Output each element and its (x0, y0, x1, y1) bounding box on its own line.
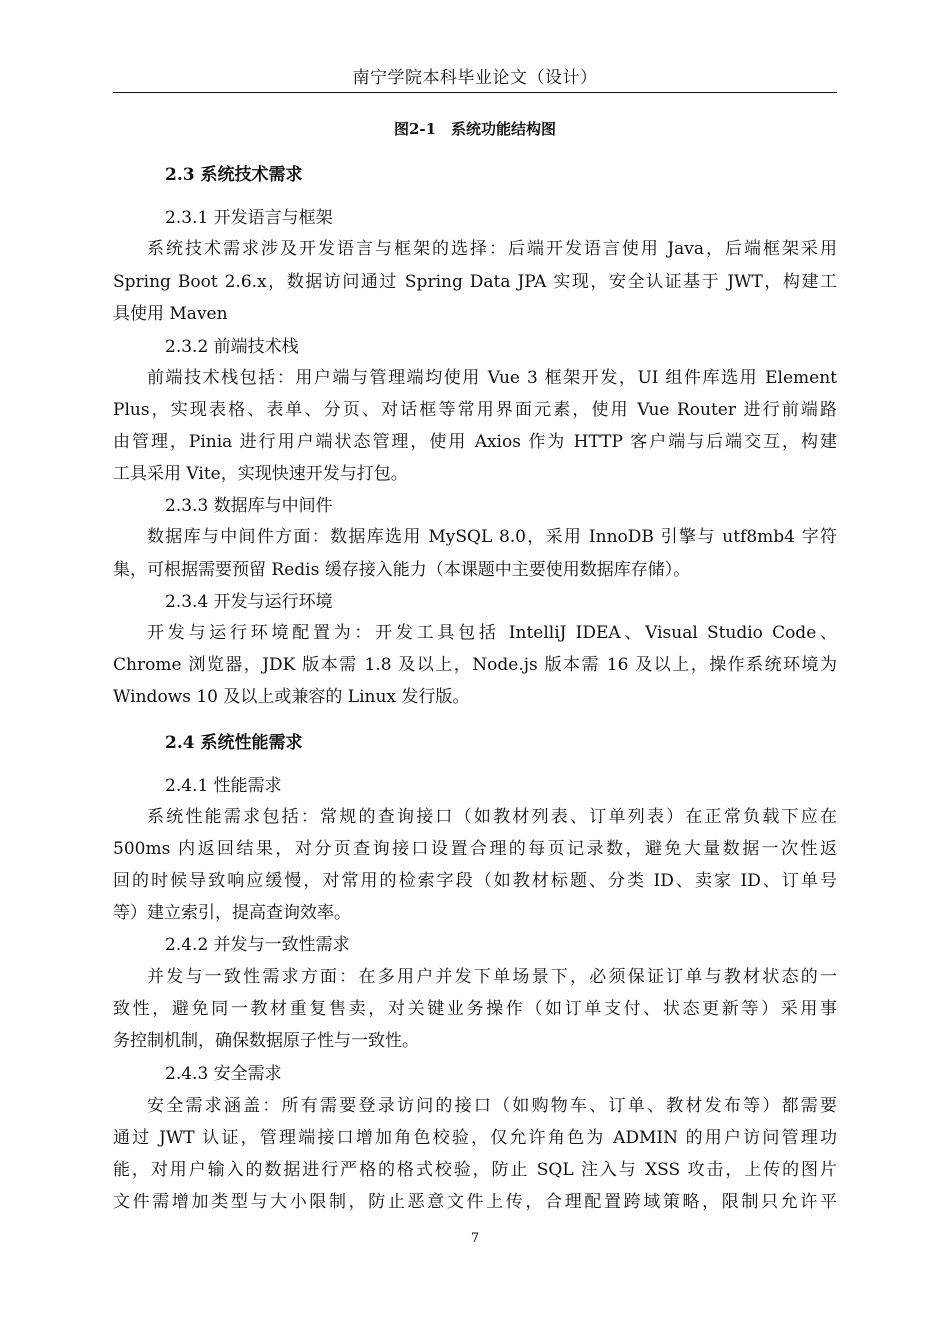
subsection-heading-2-3-2: 2.3.2 前端技术栈 (165, 337, 299, 357)
paragraph-line: 系统性能需求包括：常规的查询接口（如教材列表、订单列表）在正常负载下应在 (147, 807, 837, 827)
section-heading-2-4: 2.4 系统性能需求 (165, 733, 303, 753)
paragraph-line: 务控制机制，确保数据原子性与一致性。 (113, 1031, 419, 1051)
paragraph-line: 安全需求涵盖：所有需要登录访问的接口（如购物车、订单、教材发布等）都需要 (147, 1096, 837, 1116)
paragraph-line: Spring Boot 2.6.x，数据访问通过 Spring Data JPA 实现，安全认证基于 JWT，构建工 (113, 272, 837, 292)
paragraph-line: 通过 JWT 认证，管理端接口增加角色校验，仅允许角色为 ADMIN 的用户访问管理功 (113, 1128, 837, 1148)
paragraph-line: 500ms 内返回结果，对分页查询接口设置合理的每页记录数，避免大量数据一次性返 (113, 839, 837, 859)
paragraph-line: Chrome 浏览器，JDK 版本需 1.8 及以上，Node.js 版本需 16 及以上，操作系统环境为 (113, 655, 837, 675)
paragraph-line: 回的时候导致响应缓慢，对常用的检索字段（如教材标题、分类 ID、卖家 ID、订单号 (113, 871, 837, 891)
paragraph-line: 数据库与中间件方面：数据库选用 MySQL 8.0，采用 InnoDB 引擎与 utf8mb4 字符 (147, 527, 837, 547)
subsection-heading-2-4-3: 2.4.3 安全需求 (165, 1064, 282, 1084)
paragraph-line: 集，可根据需要预留 Redis 缓存接入能力（本课题中主要使用数据库存储）。 (113, 560, 691, 580)
paragraph-line: 前端技术栈包括：用户端与管理端均使用 Vue 3 框架开发，UI 组件库选用 Element (147, 368, 837, 388)
subsection-heading-2-3-4: 2.3.4 开发与运行环境 (165, 592, 333, 612)
subsection-heading-2-3-3: 2.3.3 数据库与中间件 (165, 496, 333, 516)
paragraph-line: Plus，实现表格、表单、分页、对话框等常用界面元素，使用 Vue Router 进行前端路 (113, 400, 837, 420)
paragraph-line: 等）建立索引，提高查询效率。 (113, 903, 351, 923)
section-heading-2-3: 2.3 系统技术需求 (165, 165, 303, 185)
figure-caption: 图2-1 系统功能结构图 (393, 120, 557, 138)
header-title: 南宁学院本科毕业论文（设计） (352, 68, 598, 88)
subsection-heading-2-3-1: 2.3.1 开发语言与框架 (165, 208, 333, 228)
subsection-heading-2-4-2: 2.4.2 并发与一致性需求 (165, 935, 350, 955)
subsection-heading-2-4-1: 2.4.1 性能需求 (165, 776, 282, 796)
paragraph-line: Windows 10 及以上或兼容的 Linux 发行版。 (113, 687, 470, 707)
paragraph-line: 由管理，Pinia 进行用户端状态管理，使用 Axios 作为 HTTP 客户端与后端交互，构建 (113, 432, 837, 452)
paragraph-line: 致性，避免同一教材重复售卖，对关键业务操作（如订单支付、状态更新等）采用事 (113, 999, 837, 1019)
page-number: 7 (470, 1231, 480, 1246)
paragraph-line: 工具采用 Vite，实现快速开发与打包。 (113, 464, 408, 484)
paragraph-line: 系统技术需求涉及开发语言与框架的选择：后端开发语言使用 Java，后端框架采用 (147, 239, 837, 259)
paragraph-line: 文件需增加类型与大小限制，防止恶意文件上传，合理配置跨域策略，限制只允许平 (113, 1192, 837, 1212)
paragraph-line: 具使用 Maven (113, 304, 228, 324)
paragraph-line: 并发与一致性需求方面：在多用户并发下单场景下，必须保证订单与教材状态的一 (147, 967, 837, 987)
header-divider (113, 92, 837, 93)
paragraph-line: 能，对用户输入的数据进行严格的格式校验，防止 SQL 注入与 XSS 攻击，上传的图片 (113, 1160, 837, 1180)
paragraph-line: 开发与运行环境配置为：开发工具包括 IntelliJ IDEA、Visual Studio Code、 (147, 623, 837, 643)
